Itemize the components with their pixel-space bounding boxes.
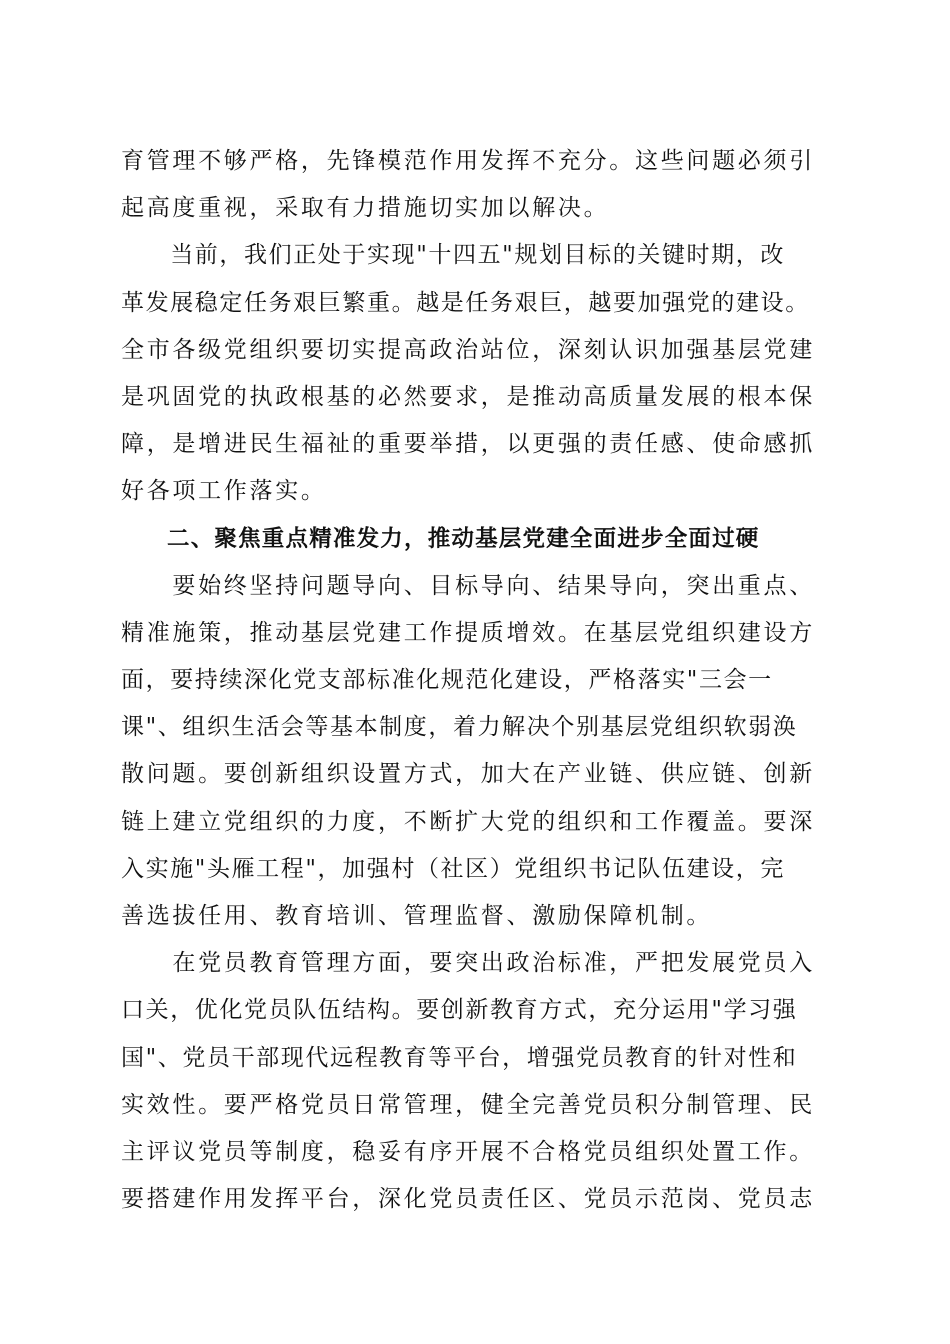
body-line: 国"、党员干部现代远程教育等平台，增强党员教育的针对性和 [121,1044,798,1071]
body-line: 全市各级党组织要切实提高政治站位，深刻认识加强基层党建 [121,336,815,363]
body-line: 育管理不够严格，先锋模范作用发挥不充分。这些问题必须引 [121,148,815,174]
body-line: 是巩固党的执政根基的必然要求，是推动高质量发展的根本保 [121,383,815,410]
body-line: 善选拔任用、教育培训、管理监督、激励保障机制。 [121,903,713,929]
document-body [121,138,831,1223]
section-heading: 二、聚焦重点精准发力，推动基层党建全面进步全面过硬 [167,525,760,552]
body-line: 精准施策，推动基层党建工作提质增效。在基层党组织建设方 [121,619,815,646]
body-line: 起高度重视，采取有力措施切实加以解决。 [121,195,610,222]
body-line: 课"、组织生活会等基本制度，着力解决个别基层党组织软弱涣 [121,714,798,741]
body-line: 面，要持续深化党支部标准化规范化建设，严格落实"三会一 [121,667,773,694]
body-line: 实效性。要严格党员日常管理，健全完善党员积分制管理、民 [121,1091,815,1118]
body-line: 在党员教育管理方面，要突出政治标准，严把发展党员入 [121,950,815,977]
body-line: 链上建立党组织的力度，不断扩大党的组织和工作覆盖。要深 [121,808,815,835]
body-line: 口关，优化党员队伍结构。要创新教育方式，充分运用"学习强 [121,997,798,1024]
body-line: 好各项工作落实。 [121,478,327,505]
body-line: 当前，我们正处于实现"十四五"规划目标的关键时期，改 [121,242,785,269]
body-line: 主评议党员等制度，稳妥有序开展不合格党员组织处置工作。 [121,1138,815,1165]
body-line: 入实施"头雁工程"，加强村（社区）党组织书记队伍建设，完 [121,855,785,882]
body-line: 散问题。要创新组织设置方式，加大在产业链、供应链、创新 [121,761,815,788]
body-line: 要搭建作用发挥平台，深化党员责任区、党员示范岗、党员志 [121,1186,815,1213]
body-line: 要始终坚持问题导向、目标导向、结果导向，突出重点、 [121,572,815,599]
body-line: 障，是增进民生福祉的重要举措，以更强的责任感、使命感抓 [121,431,815,458]
body-line: 革发展稳定任务艰巨繁重。越是任务艰巨，越要加强党的建设。 [121,289,810,316]
